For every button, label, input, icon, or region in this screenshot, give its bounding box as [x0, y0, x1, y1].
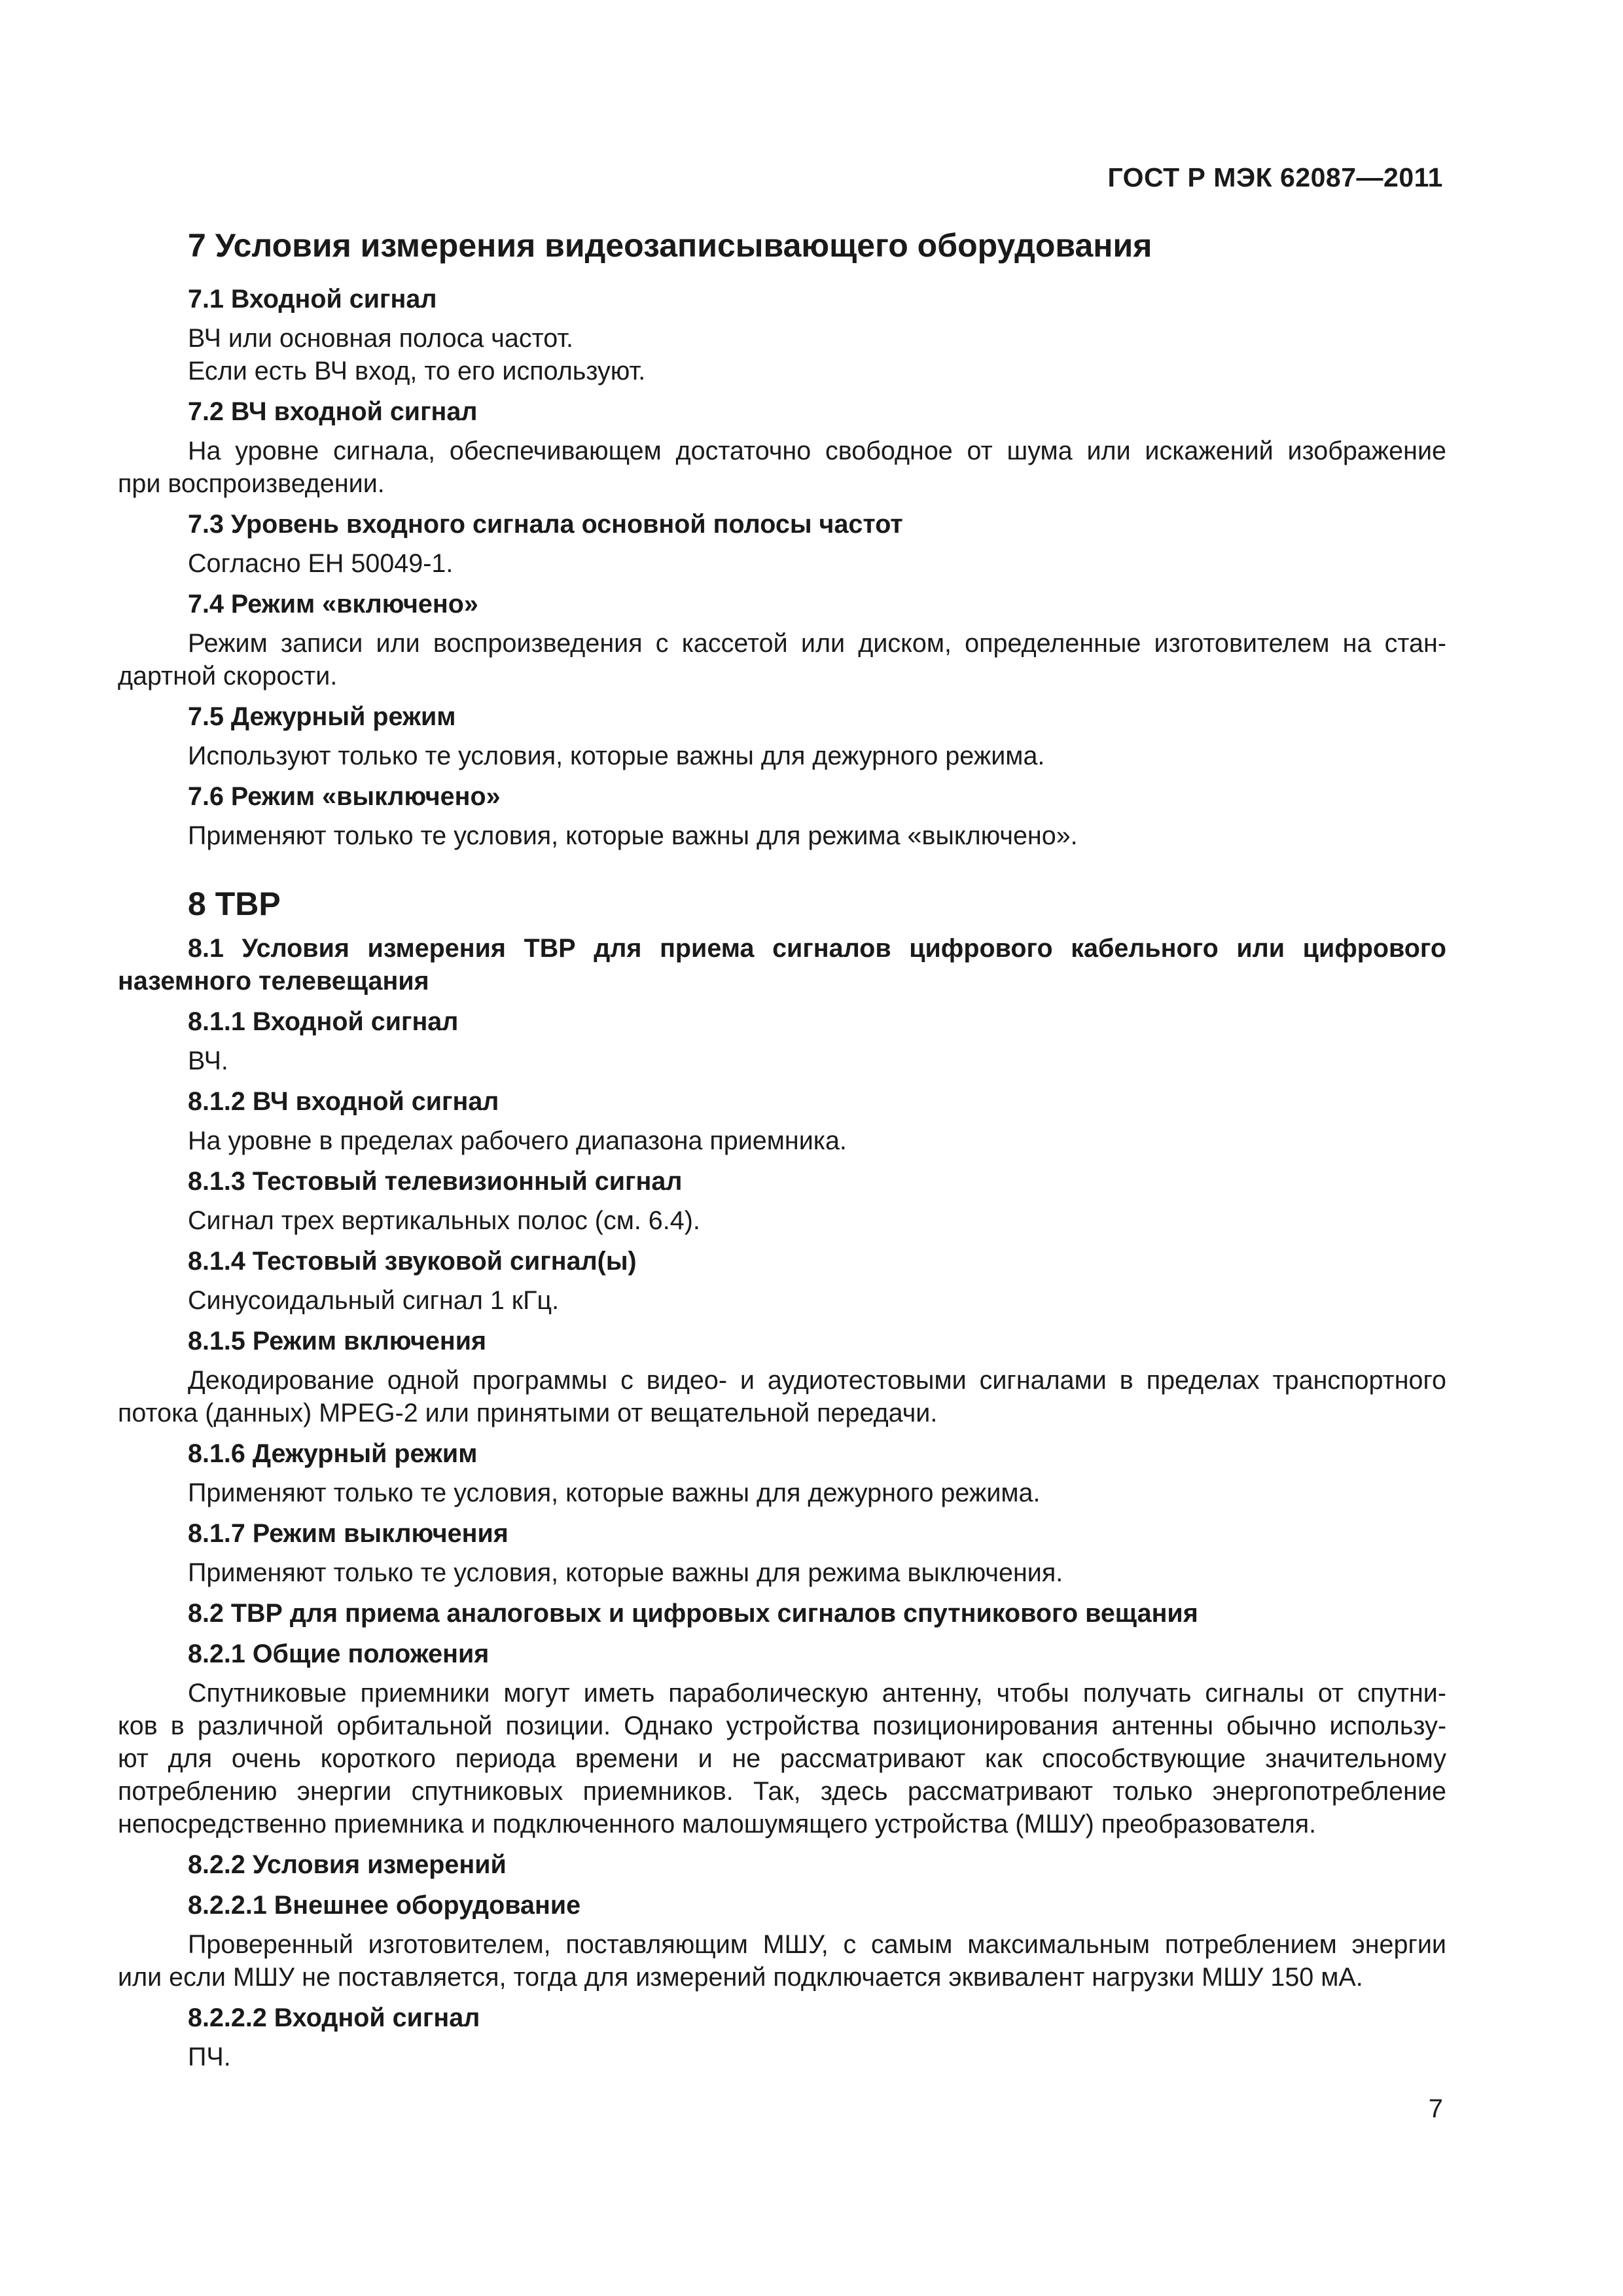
section-7-2-title: 7.2 ВЧ входной сигнал — [188, 397, 478, 426]
text-line: ВЧ или основная полоса частот. — [188, 324, 574, 353]
text-line: Проверенный изготовителем, поставляющим МШУ, с самым максимальным потреблением энергии — [188, 1930, 1446, 1959]
text-line: ков в различной орбитальной позиции. Однако устройства позиционирования антенны обычно использу- — [118, 1712, 1446, 1740]
section-8-1-6-title: 8.1.6 Дежурный режим — [188, 1439, 478, 1468]
text-line: Применяют только те условия, которые важны для режима выключения. — [188, 1558, 1063, 1587]
section-8-2-1-title: 8.2.1 Общие положения — [188, 1640, 490, 1668]
section-8-1-3-text — [118, 1204, 1446, 1237]
text-line: Декодирование одной программы с видео- и аудиотестовыми сигналами в пределах транспортного — [188, 1366, 1446, 1395]
text-line: при воспроизведении. — [118, 469, 385, 498]
section-7-4-text — [118, 627, 1446, 692]
section-7-6-text — [118, 819, 1446, 852]
text-line: или если МШУ не поставляется, тогда для измерений подключается эквивалент нагрузки МШУ 150 мА. — [118, 1963, 1363, 1992]
section-7-1-title: 7.1 Входной сигнал — [188, 285, 437, 314]
section-8-1-4-text — [118, 1284, 1446, 1317]
section-8-1-7-title: 8.1.7 Режим выключения — [188, 1519, 508, 1548]
section-8-2-2-2-text — [118, 2041, 1446, 2073]
section-8-2-2-2-title: 8.2.2.2 Входной сигнал — [188, 2003, 480, 2032]
section-8-title: 8 ТВР — [188, 886, 281, 922]
heading-line: 8.1 Условия измерения ТВР для приема сигналов цифрового кабельного или цифрового — [188, 934, 1446, 963]
section-8-1-6-text — [118, 1477, 1446, 1509]
text-line: дартной скорости. — [118, 662, 338, 691]
section-8-1-title — [118, 932, 1446, 997]
section-8-1-7-text — [118, 1556, 1446, 1589]
text-line: ВЧ. — [188, 1047, 228, 1075]
text-line: непосредственно приемника и подключенного малошумящего устройства (МШУ) преобразователя. — [118, 1810, 1317, 1839]
section-8-2-2-1-title: 8.2.2.1 Внешнее оборудование — [188, 1891, 581, 1920]
text-line: ПЧ. — [188, 2043, 231, 2072]
section-8-2-2-1-text — [118, 1928, 1446, 1994]
text-line: ют для очень короткого периода времени и не рассматривают как способствующие значительному — [118, 1744, 1446, 1773]
text-line: На уровне сигнала, обеспечивающем достаточно свободное от шума или искажений изображение — [188, 437, 1446, 465]
text-line: Используют только те условия, которые важны для дежурного режима. — [188, 742, 1045, 770]
text-line: Если есть ВЧ вход, то его используют. — [188, 357, 646, 386]
section-7-3-title: 7.3 Уровень входного сигнала основной полосы частот — [188, 510, 903, 539]
text-line: Применяют только те условия, которые важны для режима «выключено». — [188, 821, 1078, 850]
section-8-1-1-text — [118, 1045, 1446, 1077]
text-line: Согласно ЕН 50049-1. — [188, 549, 454, 578]
text-line: Сигнал трех вертикальных полос (см. 6.4). — [188, 1206, 700, 1235]
text-line: Спутниковые приемники могут иметь параболическую антенну, чтобы получать сигналы от спутни- — [188, 1679, 1446, 1708]
section-7-2-text — [118, 435, 1446, 500]
section-7-title: 7 Условия измерения видеозаписывающего оборудования — [188, 227, 1152, 264]
section-7-3-text — [118, 547, 1446, 580]
section-7-5-text — [118, 740, 1446, 772]
text-line: На уровне в пределах рабочего диапазона приемника. — [188, 1126, 847, 1155]
text-line: потреблению энергии спутниковых приемников. Так, здесь рассматривают только энергопотребление — [118, 1777, 1446, 1806]
section-8-1-5-title: 8.1.5 Режим включения — [188, 1327, 487, 1355]
text-line: Режим записи или воспроизведения с кассетой или диском, определенные изготовителем на стан- — [188, 629, 1446, 658]
section-8-1-5-text — [118, 1364, 1446, 1429]
section-8-1-3-title: 8.1.3 Тестовый телевизионный сигнал — [188, 1167, 683, 1196]
section-7-1-text — [118, 322, 1446, 387]
page-number: 7 — [1428, 2094, 1443, 2123]
text-line: Применяют только те условия, которые важны для дежурного режима. — [188, 1479, 1041, 1507]
section-8-1-2-title: 8.1.2 ВЧ входной сигнал — [188, 1087, 499, 1116]
section-7-6-title: 7.6 Режим «выключено» — [188, 782, 501, 811]
section-8-1-2-text — [118, 1124, 1446, 1157]
text-line: потока (данных) MPEG-2 или принятыми от вещательной передачи. — [118, 1399, 938, 1427]
section-8-2-1-text — [118, 1677, 1446, 1840]
section-7-4-title: 7.4 Режим «включено» — [188, 590, 478, 619]
document-code: ГОСТ Р МЭК 62087—2011 — [1107, 162, 1443, 192]
section-8-1-4-title: 8.1.4 Тестовый звуковой сигнал(ы) — [188, 1247, 637, 1276]
section-8-2-title: 8.2 ТВР для приема аналоговых и цифровых сигналов спутникового вещания — [188, 1599, 1198, 1628]
section-7-5-title: 7.5 Дежурный режим — [188, 702, 456, 731]
section-8-1-1-title: 8.1.1 Входной сигнал — [188, 1007, 459, 1036]
heading-line: наземного телевещания — [118, 967, 429, 996]
section-8-2-2-title: 8.2.2 Условия измерений — [188, 1850, 507, 1879]
text-line: Синусоидальный сигнал 1 кГц. — [188, 1286, 560, 1315]
document-body — [118, 223, 1446, 2073]
